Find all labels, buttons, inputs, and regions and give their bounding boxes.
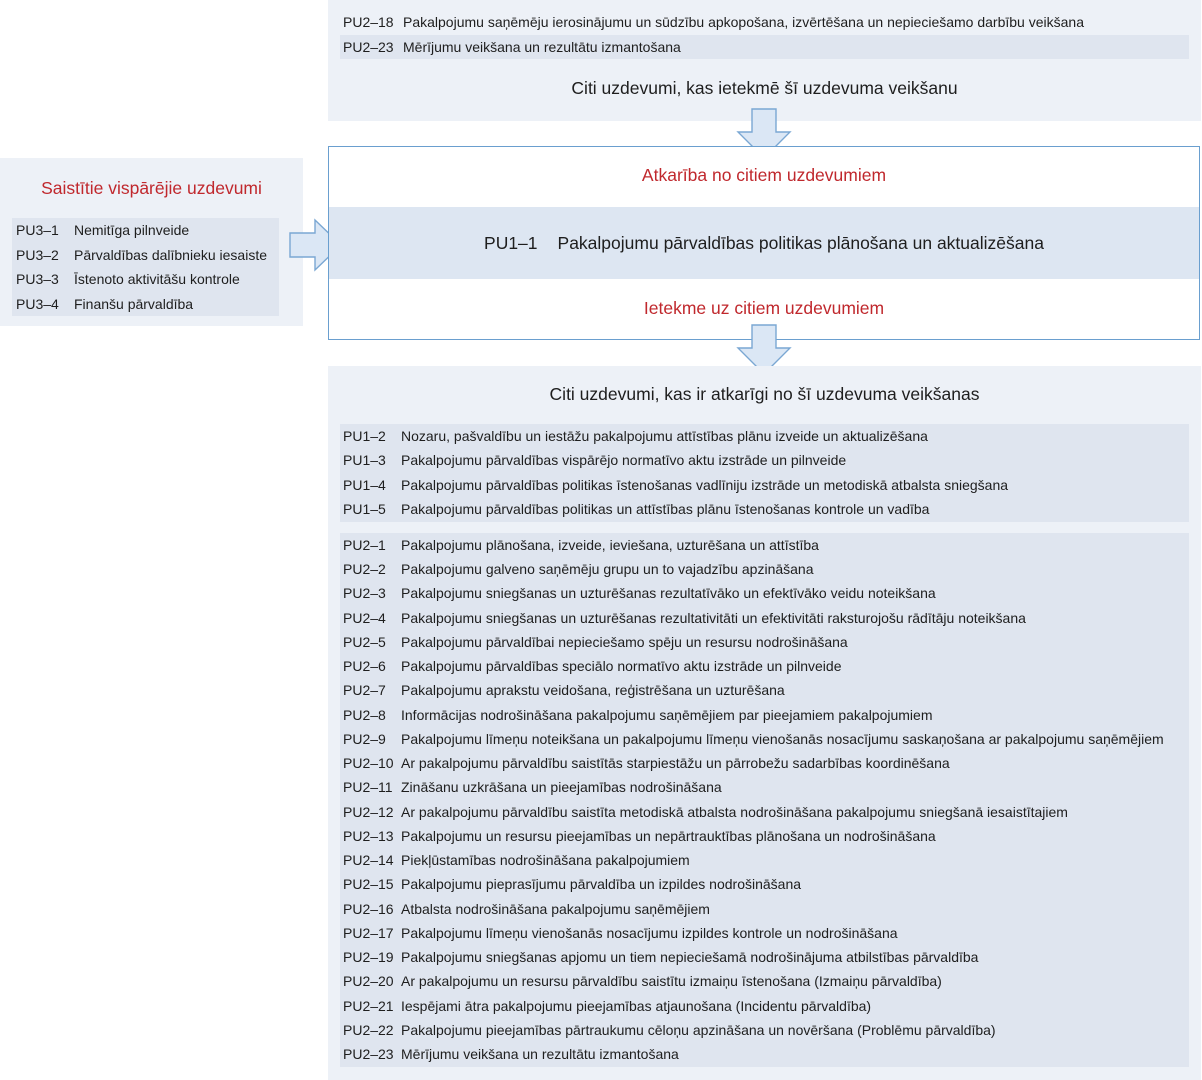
task-text: Pakalpojumu līmeņu noteikšana un pakalpojumu līmeņu vienošanās nosacījumu saskaņošana ar pakalpojumu saņēmējiem [401,730,1164,747]
task-code: PU2–10 [343,755,394,772]
task-code: PU2–5 [343,633,386,650]
task-text: Ar pakalpojumu pārvaldību saistīta metodiskā atbalsta nodrošināšana pakalpojumu sniegšanā iesaistītajiem [401,803,1068,820]
task-row [340,424,1189,448]
dependency-label: Atkarība no citiem uzdevumiem [641,165,887,185]
task-text: Pakalpojumu pieprasījumu pārvaldība un izpildes nodrošināšana [401,876,802,893]
task-code: PU2–4 [343,609,386,626]
task-row [340,10,1189,34]
task-row [340,848,1189,872]
task-code: PU1–3 [343,452,386,469]
task-text: Ar pakalpojumu pārvaldību saistītās starpiestāžu un pārrobežu sadarbības koordinēšana [401,755,950,772]
task-text: Pakalpojumu galveno saņēmēju grupu un to vajadzību apzināšana [401,561,814,578]
influencing-tasks-heading: Citi uzdevumi, kas ietekmē šī uzdevuma veikšanu [571,78,958,98]
task-code: PU2–3 [343,585,386,602]
task-row [340,703,1189,727]
task-text: Nemitīga pilnveide [74,222,190,238]
related-general-tasks-heading: Saistītie vispārējie uzdevumi [41,178,262,198]
task-code: PU2–23 [343,38,394,55]
task-code: PU2–16 [343,900,394,917]
task-text: Pakalpojumu sniegšanas un uzturēšanas rezultatīvāko un efektīvāko veidu noteikšana [401,585,936,602]
task-text: Pakalpojumu un resursu pieejamības un nepārtrauktības plānošana un nodrošināšana [401,827,936,844]
task-text: Finanšu pārvaldība [74,295,194,312]
task-row [340,581,1189,605]
task-code: PU3–2 [16,246,59,263]
main-task-text: Pakalpojumu pārvaldības politikas plānošana un aktualizēšana [557,232,1044,253]
task-code: PU1–2 [343,428,386,444]
task-row [340,872,1189,896]
task-code: PU1–5 [343,500,386,517]
task-code: PU2–20 [343,973,394,990]
task-row [340,35,1189,59]
main-task [329,207,1199,279]
task-code: PU3–3 [16,271,59,287]
task-row [340,448,1189,472]
task-row [340,1018,1189,1042]
task-code: PU2–13 [343,827,394,844]
task-code: PU2–23 [343,1046,394,1063]
task-row [340,630,1189,654]
task-text: Pakalpojumu aprakstu veidošana, reģistrēšana un uzturēšana [401,682,785,699]
task-code: PU2–6 [343,658,386,675]
task-text: Īstenoto aktivitāšu kontrole [74,271,240,287]
task-code: PU2–21 [343,997,394,1014]
task-text: Pakalpojumu pārvaldības politikas un attīstības plānu īstenošanas kontrole un vadība [401,500,930,517]
task-row [340,533,1189,557]
task-code: PU2–7 [343,682,386,699]
task-text: Iespējami ātra pakalpojumu pieejamības atjaunošana (Incidentu pārvaldība) [401,997,872,1014]
task-code: PU2–19 [343,949,394,966]
task-row [340,473,1189,497]
task-row [340,824,1189,848]
task-row [340,751,1189,775]
related-general-tasks-panel [0,158,303,326]
task-code: PU2–12 [343,803,394,820]
task-code: PU2–17 [343,924,394,941]
task-row [340,1042,1189,1066]
task-row [340,606,1189,630]
task-text: Atbalsta nodrošināšana pakalpojumu saņēmējiem [401,900,710,917]
task-text: Pakalpojumu pārvaldībai nepieciešamo spēju un resursu nodrošināšana [401,633,848,650]
top-panel [328,0,1201,121]
task-text: Pakalpojumu sniegšanas apjomu un tiem nepieciešamā nodrošinājuma atbilstības pārvaldība [401,949,979,966]
task-row [340,678,1189,702]
task-text: Pakalpojumu līmeņu vienošanās nosacījumu izpildes kontrole un nodrošināšana [401,924,898,941]
task-row [340,800,1189,824]
main-task-band [329,207,1199,279]
task-code: PU2–18 [343,14,394,30]
task-text: Nozaru, pašvaldību un iestāžu pakalpojumu attīstības plānu izveide un aktualizēšana [401,428,928,444]
dependent-tasks-panel [328,366,1201,1080]
task-code: PU2–15 [343,876,394,893]
task-row [340,897,1189,921]
task-text: Zināšanu uzkrāšana un pieejamības nodrošināšana [401,779,722,796]
task-text: Piekļūstamības nodrošināšana pakalpojumiem [401,852,690,869]
related-task-row [12,267,279,291]
task-text: Mērījumu veikšana un rezultātu izmantošana [401,1046,679,1063]
task-row [340,994,1189,1018]
task-text: Ar pakalpojumu un resursu pārvaldību saistītu izmaiņu īstenošana (Izmaiņu pārvaldība) [401,973,942,990]
task-row [340,654,1189,678]
task-code: PU2–8 [343,706,386,723]
main-task-code: PU1–1 [484,232,538,253]
task-code: PU3–1 [16,222,59,238]
task-text: Pakalpojumu pārvaldības politikas īstenošanas vadlīniju izstrāde un metodiskā atbalsta sniegšana [401,476,1009,493]
task-row [340,921,1189,945]
task-code: PU2–14 [343,852,394,869]
task-text: Informācijas nodrošināšana pakalpojumu saņēmējiem par pieejamiem pakalpojumiem [401,706,933,723]
task-text: Pakalpojumu pārvaldības speciālo normatīvo aktu izstrāde un pilnveide [401,658,842,675]
task-row [340,775,1189,799]
impact-label: Ietekme uz citiem uzdevumiem [643,298,885,318]
task-code: PU2–9 [343,730,386,747]
task-code: PU2–11 [343,779,393,796]
task-code: PU2–22 [343,1021,394,1038]
task-code: PU2–2 [343,561,386,578]
task-row [340,497,1189,521]
related-task-row [12,243,279,267]
task-text: Pakalpojumu pārvaldības vispārējo normatīvo aktu izstrāde un pilnveide [401,452,847,469]
task-text: Pakalpojumu saņēmēju ierosinājumu un sūdzību apkopošana, izvērtēšana un nepieciešamo darbību veikšana [403,14,1084,30]
task-text: Pakalpojumu pieejamības pārtraukumu cēloņu apzināšana un novēršana (Problēmu pārvaldība) [401,1021,996,1038]
task-text: Pakalpojumu sniegšanas un uzturēšanas rezultativitāti un efektivitāti raksturojošu rādītāju noteikšana [401,609,1026,626]
task-row [340,727,1189,751]
task-row [340,945,1189,969]
task-row [340,969,1189,993]
related-task-row [12,218,279,242]
task-code: PU3–4 [16,295,59,312]
main-task-box [328,146,1200,340]
task-code: PU1–4 [343,476,386,493]
related-task-row [12,292,279,316]
task-row [340,557,1189,581]
task-code: PU2–1 [343,537,386,553]
task-text: Pakalpojumu plānošana, izveide, ieviešana, uzturēšana un attīstība [401,537,819,553]
task-text: Pārvaldības dalībnieku iesaiste [74,246,268,263]
dependent-tasks-heading: Citi uzdevumi, kas ir atkarīgi no šī uzdevuma veikšanas [549,384,980,404]
task-text: Mērījumu veikšana un rezultātu izmantošana [403,38,681,55]
